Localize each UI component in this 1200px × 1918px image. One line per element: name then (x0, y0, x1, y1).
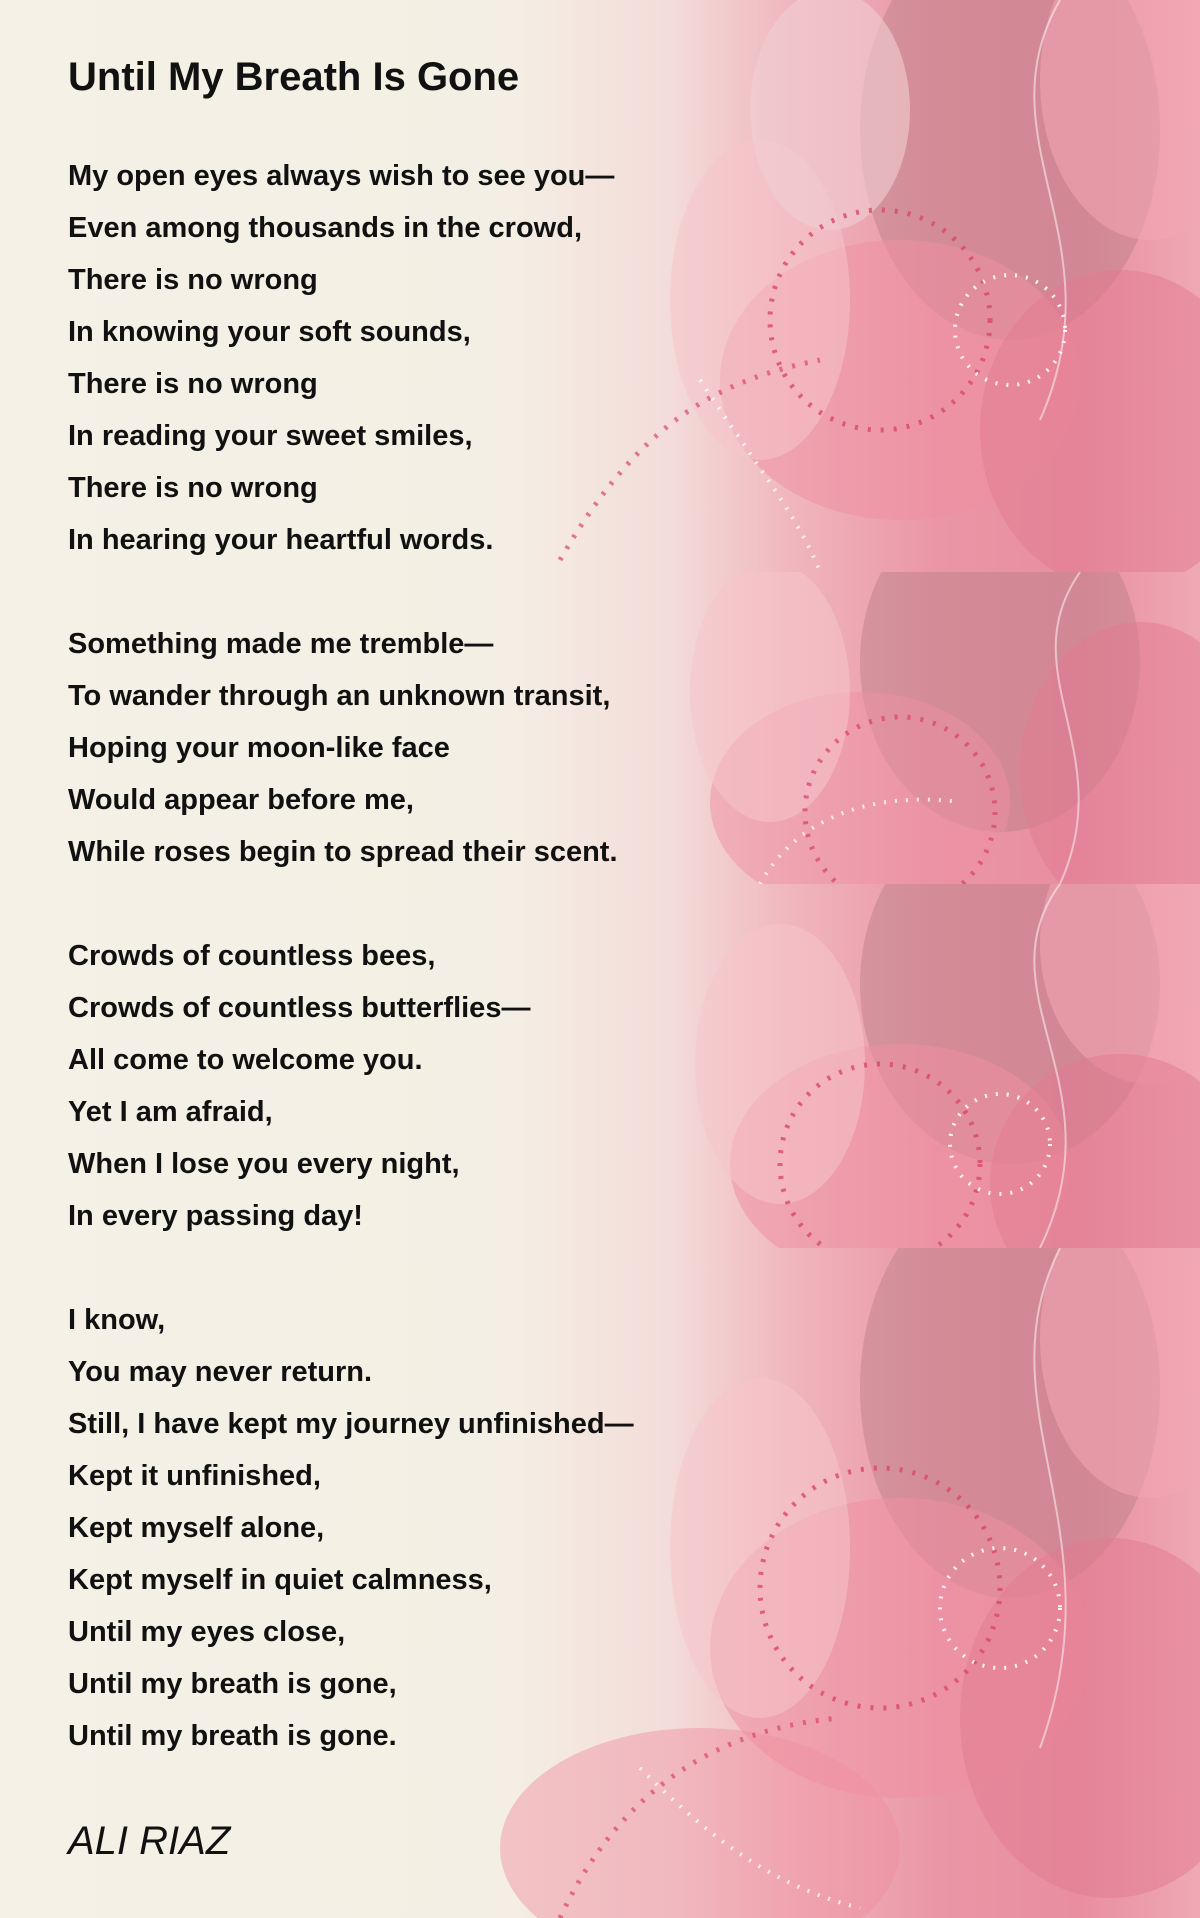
poem-line: Yet I am afraid, (68, 1096, 273, 1128)
poem-line: There is no wrong (68, 368, 318, 400)
poem-line: Still, I have kept my journey unfinished— (68, 1408, 634, 1440)
poem-line: Kept myself alone, (68, 1512, 325, 1544)
poem-line: While roses begin to spread their scent. (68, 836, 618, 868)
poem-line: In every passing day! (68, 1200, 363, 1232)
poem-line: All come to welcome you. (68, 1044, 423, 1076)
poem-line: In hearing your heartful words. (68, 524, 494, 556)
poem-line: Until my breath is gone. (68, 1720, 397, 1752)
poem-author: ALI RIAZ (68, 1819, 231, 1863)
poem-line: There is no wrong (68, 264, 318, 296)
poem-line: Until my eyes close, (68, 1616, 346, 1648)
poem-line: When I lose you every night, (68, 1148, 460, 1180)
poem-line: There is no wrong (68, 472, 318, 504)
poem-line: To wander through an unknown transit, (68, 680, 611, 712)
poem-line: Kept it unfinished, (68, 1460, 321, 1492)
poem-line: Would appear before me, (68, 784, 414, 816)
poem-line: I know, (68, 1304, 166, 1336)
poem-line: In knowing your soft sounds, (68, 316, 471, 348)
poem-line: Hoping your moon-like face (68, 732, 450, 764)
stanza (68, 618, 618, 878)
poem-line: In reading your sweet smiles, (68, 420, 473, 452)
poem-line: Crowds of countless butterflies— (68, 992, 531, 1024)
stanza (68, 1294, 634, 1762)
poem-line: My open eyes always wish to see you— (68, 160, 615, 192)
poem-line: Until my breath is gone, (68, 1668, 397, 1700)
poem-line: Something made me tremble— (68, 628, 494, 660)
poem-line: You may never return. (68, 1356, 373, 1388)
poem-line: Crowds of countless bees, (68, 940, 436, 972)
poem-line: Kept myself in quiet calmness, (68, 1564, 492, 1596)
poem-title: Until My Breath Is Gone (68, 55, 520, 99)
stanza (68, 150, 614, 566)
poem-line: Even among thousands in the crowd, (68, 212, 582, 244)
stanza (68, 930, 530, 1242)
